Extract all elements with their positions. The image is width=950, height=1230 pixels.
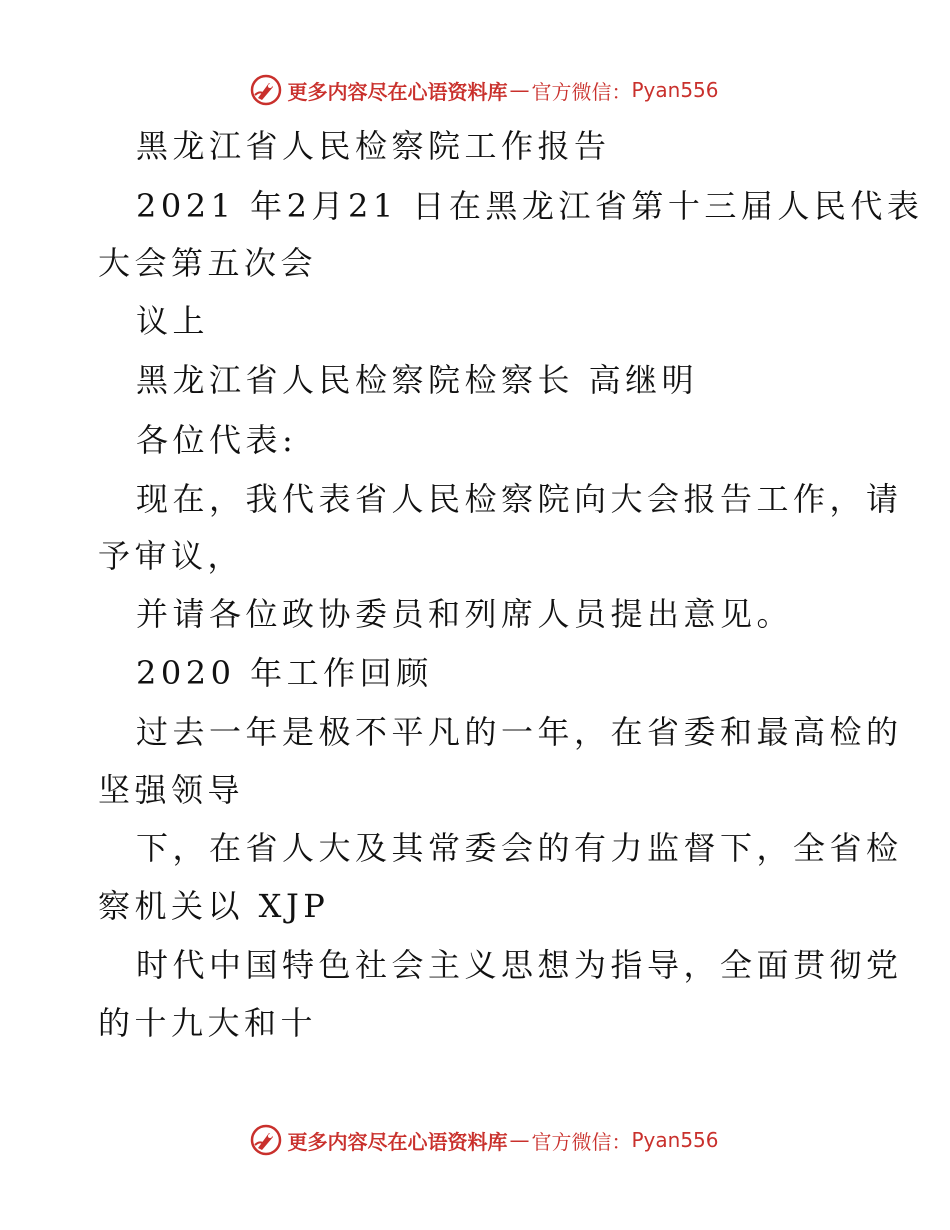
- footer-brand-text: 更多内容尽在心语资料库: [287, 1129, 508, 1154]
- document-line: 现在，我代表省人民检察院向大会报告工作，请: [136, 480, 903, 518]
- header-brand-text: 更多内容尽在心语资料库: [287, 79, 508, 104]
- footer-brand-bar: [0, 1120, 950, 1160]
- document-line: 时代中国特色社会主义思想为指导，全面贯彻党: [136, 946, 903, 984]
- footer-wechat-label: 官方微信：: [531, 1129, 632, 1154]
- document-author-line: 黑龙江省人民检察院检察长 高继明: [136, 361, 699, 399]
- pen-nib-logo-icon: [249, 73, 283, 107]
- footer-separator: —: [509, 1128, 530, 1152]
- document-line: 予审议，: [98, 537, 245, 575]
- header-wechat-id: Pyan556: [631, 78, 719, 102]
- document-salutation: 各位代表:: [136, 421, 298, 459]
- document-title: 黑龙江省人民检察院工作报告: [136, 127, 611, 165]
- header-brand: [249, 73, 718, 107]
- header-brand-bar: [0, 70, 950, 110]
- header-separator: —: [509, 78, 530, 102]
- document-line: 2021 年2月21 日在黑龙江省第十三届人民代表: [136, 187, 924, 225]
- header-wechat-label: 官方微信：: [531, 79, 632, 104]
- document-line: 议上: [136, 302, 210, 340]
- pen-nib-logo-icon: [249, 1123, 283, 1157]
- document-line: 坚强领导: [98, 771, 245, 809]
- document-line: 大会第五次会: [98, 244, 318, 282]
- document-line: 过去一年是极不平凡的一年，在省委和最高检的: [136, 713, 903, 751]
- footer-brand: [249, 1123, 718, 1157]
- footer-wechat-id: Pyan556: [631, 1128, 719, 1152]
- document-line: 并请各位政协委员和列席人员提出意见。: [136, 595, 794, 633]
- document-section-heading: 2020 年工作回顾: [136, 654, 433, 692]
- document-line: 察机关以 XJP: [98, 887, 330, 925]
- document-line: 的十九大和十: [98, 1004, 318, 1042]
- document-line: 下，在省人大及其常委会的有力监督下，全省检: [136, 829, 903, 867]
